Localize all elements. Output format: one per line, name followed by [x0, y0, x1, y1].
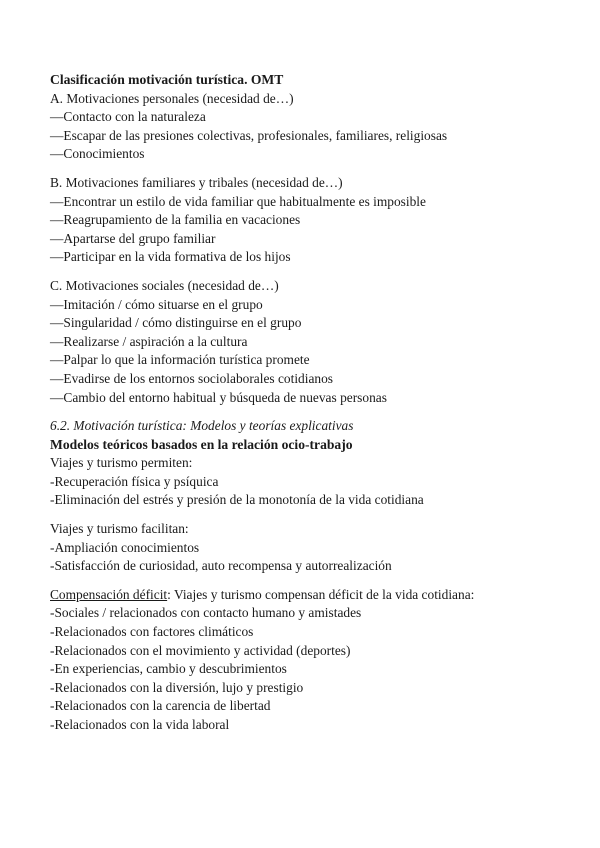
- section-c-item: —Imitación / cómo situarse en el grupo: [50, 296, 263, 312]
- permiten-intro: Viajes y turismo permiten:: [50, 455, 193, 471]
- compensacion-item: -Relacionados con la vida laboral: [50, 717, 230, 732]
- section-c-item: —Evadirse de los entornos sociolaborales cotidianos: [50, 370, 333, 386]
- document-page: [50, 71, 570, 735]
- facilitan-item: -Satisfacción de curiosidad, auto recompensa y autorrealización: [50, 558, 392, 574]
- compensacion-item: -Relacionados con factores climáticos: [50, 624, 254, 640]
- compensacion-item: -Relacionados con la carencia de libertad: [50, 698, 271, 714]
- compensacion-intro: [50, 586, 570, 605]
- compensacion-item: -Relacionados con la diversión, lujo y prestigio: [50, 679, 304, 695]
- section-heading: Modelos teóricos basados en la relación ocio-trabajo: [50, 436, 353, 452]
- permiten-item: -Recuperación física y psíquica: [50, 473, 219, 489]
- compensacion-item: -En experiencias, cambio y descubrimientos: [50, 661, 287, 677]
- section-c-heading: C. Motivaciones sociales (necesidad de…): [50, 277, 279, 293]
- section-b-item: —Reagrupamiento de la familia en vacaciones: [50, 212, 301, 228]
- compensacion-item: -Sociales / relacionados con contacto humano y amistades: [50, 605, 362, 621]
- section-a-item: —Contacto con la naturaleza: [50, 109, 206, 125]
- section-a-item: —Escapar de las presiones colectivas, profesionales, familiares, religiosas: [50, 127, 448, 143]
- section-c-item: —Cambio del entorno habitual y búsqueda de nuevas personas: [50, 389, 387, 405]
- compensacion-item: -Relacionados con el movimiento y actividad (deportes): [50, 642, 351, 658]
- document-title: Clasificación motivación turística. OMT: [50, 72, 284, 87]
- section-b-item: —Apartarse del grupo familiar: [50, 230, 216, 246]
- section-c-item: —Realizarse / aspiración a la cultura: [50, 333, 248, 349]
- section-a-heading: A. Motivaciones personales (necesidad de…): [50, 90, 294, 106]
- section-a-item: —Conocimientos: [50, 146, 145, 162]
- section-c-item: —Singularidad / cómo distinguirse en el grupo: [50, 315, 302, 331]
- compensacion-text: : Viajes y turismo compensan déficit de la vida cotidiana:: [167, 586, 475, 602]
- facilitan-item: -Ampliación conocimientos: [50, 539, 200, 555]
- section-b-item: —Encontrar un estilo de vida familiar que habitualmente es imposible: [50, 193, 426, 209]
- compensacion-label: Compensación déficit: [50, 586, 168, 602]
- section-c-item: —Palpar lo que la información turística promete: [50, 352, 310, 368]
- facilitan-intro: Viajes y turismo facilitan:: [50, 521, 189, 537]
- section-subtitle: 6.2. Motivación turística: Modelos y teorías explicativas: [50, 418, 354, 434]
- section-b-item: —Participar en la vida formativa de los hijos: [50, 249, 291, 265]
- section-b-heading: B. Motivaciones familiares y tribales (necesidad de…): [50, 174, 343, 190]
- permiten-item: -Eliminación del estrés y presión de la monotonía de la vida cotidiana: [50, 492, 424, 508]
